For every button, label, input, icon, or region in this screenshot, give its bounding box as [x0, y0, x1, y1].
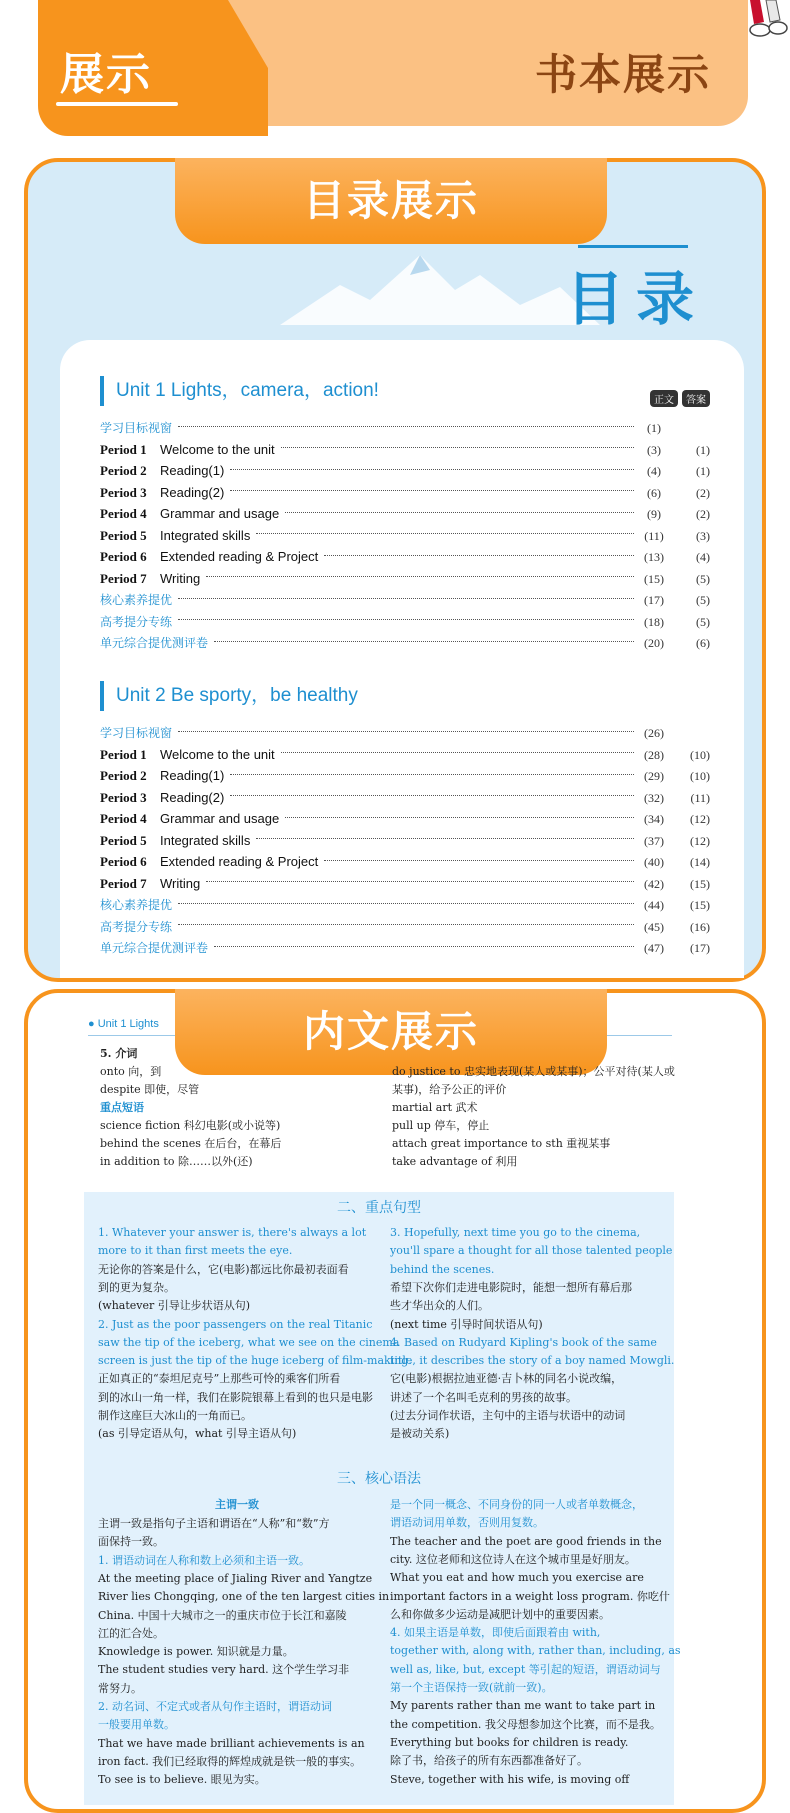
toc-row[interactable]: [100, 633, 710, 653]
toc-entry-label: Grammar and usage: [160, 811, 280, 826]
toc-leader-dots: [230, 489, 634, 491]
toc-period: Period 3: [100, 789, 147, 805]
toc-entry-label: 高考提分专练: [100, 614, 173, 629]
grammar-right-line: together with, along with, rather than, including, as: [390, 1644, 681, 1658]
grammar-right-line: My parents rather than me want to take part in: [390, 1699, 656, 1713]
toc-entry-label: 核心素养提优: [100, 898, 173, 912]
toc-page-answer: (6): [696, 636, 710, 650]
toc-page-text: (28): [644, 747, 664, 762]
toc-page-text: (9): [647, 507, 661, 521]
sentence-left-line: 到的更为复杂。: [98, 1280, 175, 1294]
toc-period: Period 2: [100, 768, 147, 783]
toc-row[interactable]: [100, 526, 710, 546]
toc-entry-label: Reading(1): [160, 463, 225, 478]
toc-page-answer: (12): [690, 812, 710, 826]
toc-page-text: (13): [644, 550, 664, 564]
toc-row[interactable]: [100, 852, 710, 872]
toc-leader-dots: [206, 575, 634, 577]
toc-row[interactable]: [100, 461, 710, 481]
toc-row[interactable]: [100, 745, 710, 765]
grammar-left-line: 2. 动名词、不定式或者从句作主语时，谓语动词: [98, 1700, 332, 1713]
grammar-left-line: 1. 谓语动词在人称和数上必须和主语一致。: [98, 1553, 310, 1567]
toc-leader-dots: [206, 880, 634, 882]
grammar-left-line: At the meeting place of Jialing River and Yangtze: [98, 1571, 373, 1585]
grammar-left-line: 主谓一致是指句子主语和谓语在“人称”和“数”方: [98, 1517, 330, 1530]
vocab-right-line: martial art 武术: [392, 1101, 478, 1114]
toc-entry-label: Integrated skills: [160, 832, 251, 848]
sentence-right-line: (next time 引导时间状语从句): [390, 1317, 543, 1331]
sentence-left-line: 无论你的答案是什么，它(电影)都远比你最初表面看: [98, 1262, 349, 1276]
mascot-illustration: [740, 0, 790, 38]
grammar-right-line: Everything but books for children is ready.: [390, 1735, 629, 1749]
unit-1-heading: Unit 1 Lights，camera，action!: [100, 376, 379, 406]
toc-page-text: (11): [644, 528, 664, 543]
vocab-left-line: onto 向，到: [100, 1065, 162, 1078]
grammar-right-line: the competition. 我父母想参加这个比赛，而不是我。: [390, 1717, 661, 1731]
toc-page-text: (4): [647, 464, 661, 478]
sentence-right-line: you'll spare a thought for all those talented people: [390, 1244, 673, 1258]
grammar-left-line: China. 中国十大城市之一的重庆市位于长江和嘉陵: [98, 1608, 347, 1622]
toc-row[interactable]: [100, 938, 710, 958]
sentence-left-line: 到的冰山一角一样，我们在影院银幕上看到的也只是电影: [98, 1390, 373, 1404]
toc-period: Period 5: [100, 832, 147, 848]
toc-entry-label: Reading(2): [160, 789, 225, 805]
sentence-right-line: 3. Hopefully, next time you go to the cinema,: [390, 1226, 641, 1239]
grammar-right-line: 谓语动词用单数，否则用复数。: [390, 1516, 544, 1530]
grammar-right-line: Steve, together with his wife, is moving off: [390, 1772, 630, 1786]
toc-entry-label: Welcome to the unit: [160, 746, 275, 762]
sentence-right-line: 4. Based on Rudyard Kipling's book of the same: [390, 1335, 657, 1349]
grammar-right-line: 除了书，给孩子的所有东西都准备好了。: [390, 1754, 588, 1768]
toc-period: Period 5: [100, 527, 147, 543]
toc-leader-dots: [281, 446, 634, 448]
toc-entry-label: 高考提分专练: [100, 919, 173, 934]
toc-row[interactable]: [100, 612, 710, 632]
toc-entry-label: Grammar and usage: [160, 506, 280, 521]
toc-leader-dots: [214, 945, 634, 947]
toc-period: Period 7: [100, 570, 147, 586]
unit-2-heading: Unit 2 Be sporty，be healthy: [100, 681, 358, 711]
badge-answer: 答案: [682, 390, 710, 407]
toc-panel-tab: 目录展示: [175, 158, 607, 244]
grammar-left-line: That we have made brilliant achievements is an: [98, 1736, 365, 1750]
grammar-left-line: 常努力。: [98, 1681, 142, 1695]
vocab-left-line: behind the scenes 在后台，在幕后: [100, 1137, 282, 1150]
grammar-right-line: 么和你做多少运动是减肥计划中的重要因素。: [390, 1607, 610, 1621]
toc-page-text: (29): [644, 769, 664, 783]
toc-leader-dots: [178, 923, 634, 925]
grammar-left-line: River lies Chongqing, one of the ten largest cities in: [98, 1590, 390, 1604]
toc-entry-label: 单元综合提优测评卷: [100, 636, 209, 650]
content-panel-tab: 内文展示: [175, 989, 607, 1075]
toc-page-answer: (2): [696, 485, 710, 500]
grammar-left-line: The student studies very hard. 这个学生学习非: [98, 1663, 350, 1677]
toc-page-answer: (10): [690, 747, 710, 762]
toc-row[interactable]: [100, 788, 710, 808]
toc-row[interactable]: [100, 504, 710, 524]
toc-row[interactable]: [100, 831, 710, 851]
toc-period: Period 6: [100, 854, 147, 869]
toc-entry-label: Extended reading & Project: [160, 549, 319, 564]
toc-leader-dots: [256, 532, 634, 534]
sentence-right-line: (过去分词作状语，主句中的主语与状语中的动词: [390, 1409, 626, 1422]
sentence-right-line: 讲述了一个名叫毛克利的男孩的故事。: [390, 1390, 577, 1404]
vocab-right-line: take advantage of 利用: [392, 1155, 518, 1168]
toc-page-text: (17): [644, 593, 664, 607]
toc-leader-dots: [178, 597, 634, 599]
toc-page-text: (42): [644, 876, 664, 891]
toc-page-answer: (11): [690, 790, 710, 805]
toc-entry-label: 学习目标视窗: [100, 726, 173, 740]
section-heading-sentences: 二、重点句型: [337, 1200, 421, 1216]
vocab-left-line: in addition to 除……以外(还): [100, 1155, 253, 1168]
toc-row[interactable]: [100, 874, 710, 894]
toc-page-text: (44): [644, 898, 664, 912]
toc-page-answer: (1): [696, 464, 710, 478]
toc-leader-dots: [285, 816, 634, 818]
toc-leader-dots: [214, 640, 634, 642]
toc-row[interactable]: [100, 917, 710, 937]
toc-page-answer: (10): [690, 769, 710, 783]
toc-leader-dots: [178, 618, 634, 620]
toc-page-answer: (2): [696, 507, 710, 521]
toc-page-answer: (16): [690, 919, 710, 934]
sentence-right-line: 希望下次你们走进电影院时，能想一想所有幕后那: [390, 1280, 632, 1294]
sentence-left-line: 1. Whatever your answer is, there's always a lot: [98, 1226, 367, 1239]
mountain-illustration: [280, 245, 600, 325]
toc-entry-label: 单元综合提优测评卷: [100, 941, 209, 955]
toc-page-text: (40): [644, 855, 664, 869]
sentence-left-line: saw the tip of the iceberg, what we see on the cinema: [98, 1335, 400, 1349]
grammar-right-line: The teacher and the poet are good friends in the: [390, 1534, 662, 1548]
toc-row[interactable]: [100, 809, 710, 829]
toc-leader-dots: [281, 751, 634, 753]
toc-page-text: (6): [647, 485, 661, 500]
sentence-left-line: (as 引导定语从句，what 引导主语从句): [98, 1427, 297, 1441]
grammar-left-line: 面保持一致。: [98, 1535, 164, 1549]
toc-period: Period 1: [100, 441, 147, 457]
toc-page-text: (34): [644, 812, 664, 826]
toc-period: Period 4: [100, 506, 147, 521]
sentence-right-line: 是被动关系): [390, 1427, 450, 1441]
toc-title-rule: [578, 245, 688, 248]
sentence-left-line: screen is just the tip of the huge iceberg of film-making.: [98, 1354, 412, 1368]
vocab-left-line: 5. 介词: [100, 1047, 138, 1060]
toc-page-answer: (1): [696, 442, 710, 457]
sentence-left-line: (whatever 引导让步状语从句): [98, 1299, 251, 1313]
toc-leader-dots: [256, 837, 634, 839]
grammar-left-line: Knowledge is power. 知识就是力量。: [98, 1645, 294, 1659]
sentence-left-line: 2. Just as the poor passengers on the real Titanic: [98, 1317, 373, 1331]
toc-entry-label: Reading(1): [160, 768, 225, 783]
toc-row[interactable]: [100, 895, 710, 915]
toc-page-text: (1): [647, 421, 661, 435]
sentence-right-line: 些才华出众的人们。: [390, 1299, 489, 1313]
toc-page-answer: (5): [696, 614, 710, 629]
grammar-left-line: 江的汇合处。: [98, 1626, 164, 1640]
toc-leader-dots: [285, 511, 634, 513]
sentence-left-line: 正如真正的“泰坦尼克号”上那些可怜的乘客们所看: [98, 1372, 341, 1386]
toc-page-text: (37): [644, 833, 664, 848]
vocab-left-line: science fiction 科幻电影(或小说等): [100, 1119, 281, 1132]
grammar-right-line: city. 这位老师和这位诗人在这个城市里是好朋友。: [390, 1552, 636, 1566]
toc-page-text: (32): [644, 790, 664, 805]
toc-page-answer: (5): [696, 593, 710, 607]
banner-left-title: 展示: [60, 49, 152, 100]
grammar-right-line: well as, like, but, except 等引起的短语，谓语动词与: [390, 1662, 661, 1676]
toc-period: Period 7: [100, 875, 147, 891]
badge-text: 正文: [650, 390, 678, 407]
toc-leader-dots: [324, 859, 634, 861]
toc-period: Period 6: [100, 549, 147, 564]
toc-page-answer: (12): [690, 833, 710, 848]
toc-entry-label: Writing: [160, 570, 201, 586]
toc-period: Period 2: [100, 463, 147, 478]
toc-leader-dots: [178, 425, 634, 427]
sentence-left-line: 制作这座巨大冰山的一角而已。: [98, 1409, 252, 1422]
vocab-right-line: pull up 停车，停止: [392, 1119, 490, 1132]
toc-row[interactable]: [100, 723, 710, 743]
vocab-left-line: 重点短语: [100, 1101, 144, 1114]
vocab-right-line: attach great importance to sth 重视某事: [392, 1137, 611, 1150]
banner-underline: [56, 102, 178, 106]
toc-entry-label: 学习目标视窗: [100, 421, 173, 435]
answer-badges: [646, 388, 710, 407]
sentence-right-line: title, it describes the story of a boy named Mowgli.: [390, 1354, 675, 1368]
toc-row[interactable]: [100, 547, 710, 567]
toc-page-answer: (3): [696, 528, 710, 543]
toc-page-text: (26): [644, 726, 664, 740]
sentence-right-line: 它(电影)根据拉迪亚德·吉卜林的同名小说改编，: [390, 1372, 623, 1386]
toc-page-answer: (15): [690, 876, 710, 891]
grammar-right-line: 第一个主语保持一致(就前一致)。: [390, 1681, 553, 1694]
toc-row[interactable]: [100, 766, 710, 786]
section-heading-grammar: 三、核心语法: [337, 1471, 421, 1487]
grammar-subheading: 主谓一致: [215, 1498, 259, 1511]
toc-page-text: (15): [644, 571, 664, 586]
toc-entry-label: Integrated skills: [160, 527, 251, 543]
toc-entry-label: 核心素养提优: [100, 593, 173, 607]
vocab-right-line: do justice to 忠实地表现(某人或某事)；公平对待(某人或: [392, 1065, 675, 1078]
toc-leader-dots: [324, 554, 634, 556]
toc-leader-dots: [230, 794, 634, 796]
toc-page-answer: (15): [690, 898, 710, 912]
toc-row[interactable]: [100, 440, 710, 460]
toc-page-text: (18): [644, 614, 664, 629]
sentence-left-line: more to it than first meets the eye.: [98, 1244, 293, 1258]
toc-leader-dots: [178, 902, 634, 904]
toc-row[interactable]: [100, 418, 710, 438]
grammar-right-line: important factors in a weight loss program. 你吃什: [390, 1589, 670, 1603]
toc-entry-label: Extended reading & Project: [160, 854, 319, 869]
toc-page-text: (47): [644, 941, 664, 955]
banner-right-title: 书本展示: [535, 50, 712, 99]
vocab-left-line: despite 即使，尽管: [100, 1083, 200, 1096]
toc-period: Period 3: [100, 484, 147, 500]
toc-page-text: (45): [644, 919, 664, 934]
toc-leader-dots: [230, 468, 634, 470]
toc-entry-label: Welcome to the unit: [160, 441, 275, 457]
toc-entry-label: Reading(2): [160, 484, 225, 500]
toc-page-answer: (14): [690, 855, 710, 869]
grammar-left-line: To see is to believe. 眼见为实。: [98, 1773, 266, 1787]
grammar-left-line: 一般要用单数。: [98, 1718, 175, 1732]
toc-page-answer: (17): [690, 941, 710, 955]
sentence-right-line: behind the scenes.: [390, 1262, 495, 1276]
grammar-right-line: 4. 如果主语是单数，即使后面跟着由 with,: [390, 1626, 601, 1640]
toc-page-answer: (5): [696, 571, 710, 586]
toc-row[interactable]: [100, 590, 710, 610]
toc-period: Period 1: [100, 746, 147, 762]
page-breadcrumb-text: Unit 1 Lights: [97, 1018, 159, 1030]
toc-period: Period 4: [100, 811, 147, 826]
toc-leader-dots: [178, 730, 634, 732]
grammar-right-line: 是一个同一概念、不同身份的同一人或者单数概念，: [390, 1498, 643, 1511]
toc-row[interactable]: [100, 569, 710, 589]
toc-page-answer: (4): [696, 550, 710, 564]
toc-row[interactable]: [100, 483, 710, 503]
page-breadcrumb: ● Unit 1 Lights: [88, 1018, 159, 1030]
toc-leader-dots: [230, 773, 634, 775]
grammar-right-line: What you eat and how much you exercise are: [390, 1571, 644, 1585]
grammar-left-line: iron fact. 我们已经取得的辉煌成就是铁一般的事实。: [98, 1754, 362, 1768]
vocab-right-line: 某事)，给予公正的评价: [392, 1083, 507, 1096]
toc-entry-label: Writing: [160, 875, 201, 891]
toc-page-text: (3): [647, 442, 661, 457]
toc-page-text: (20): [644, 636, 664, 650]
toc-title: 目录: [566, 265, 707, 333]
